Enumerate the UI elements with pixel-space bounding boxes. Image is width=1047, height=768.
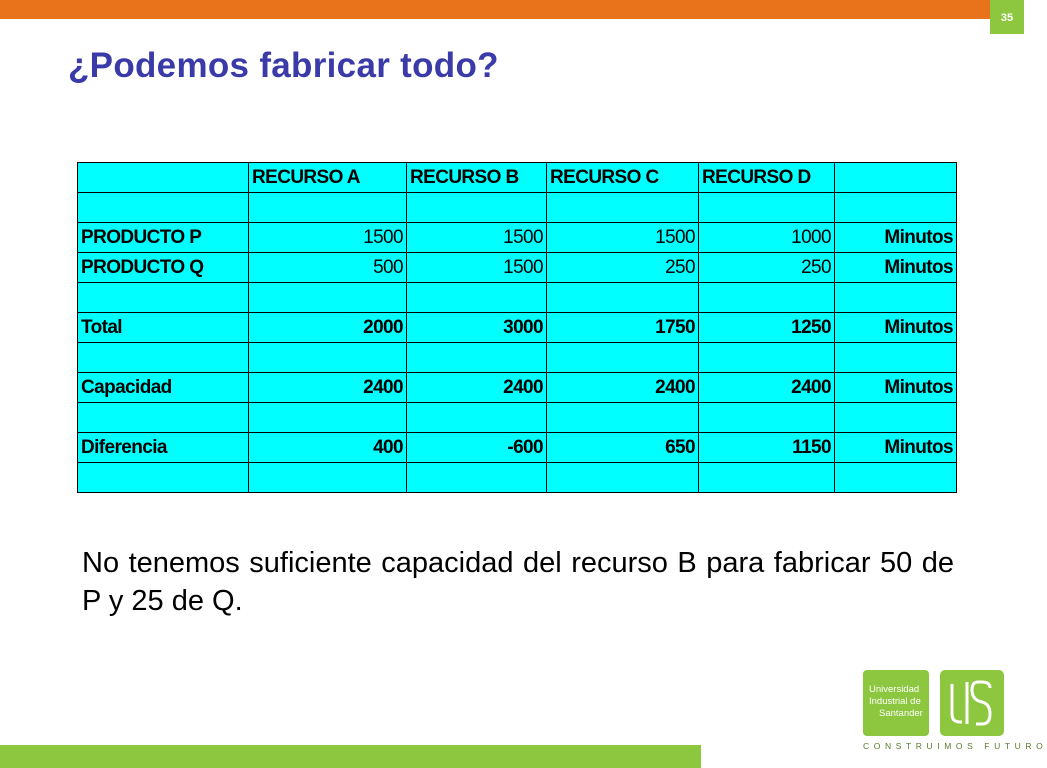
table-cell: 1000	[699, 223, 835, 253]
resource-table	[77, 162, 957, 493]
table-cell: 500	[249, 253, 407, 283]
table-cell: 650	[547, 433, 699, 463]
conclusion-text: No tenemos suficiente capacidad del recurso B para fabricar 50 de P y 25 de Q.	[82, 547, 954, 617]
table-cell: 1250	[699, 313, 835, 343]
table-cell	[699, 193, 835, 223]
row-label	[78, 463, 249, 493]
logo-tagline: CONSTRUIMOS FUTURO	[863, 741, 1047, 751]
table-row	[78, 463, 957, 493]
unit-cell	[835, 283, 957, 313]
table-cell: 2000	[249, 313, 407, 343]
unit-cell: Minutos	[835, 373, 957, 403]
table-cell: 2400	[407, 373, 547, 403]
table-cell: 1150	[699, 433, 835, 463]
university-logo-box	[863, 670, 929, 736]
header-recurso-a: RECURSO A	[249, 163, 407, 193]
table-cell: 250	[699, 253, 835, 283]
row-label	[78, 343, 249, 373]
table-cell	[547, 403, 699, 433]
table-cell	[407, 193, 547, 223]
header-recurso-b: RECURSO B	[407, 163, 547, 193]
table-cell	[249, 463, 407, 493]
table-row	[78, 403, 957, 433]
row-label	[78, 283, 249, 313]
logo-text-line: Santander	[879, 708, 923, 719]
table-cell	[407, 463, 547, 493]
unit-cell: Minutos	[835, 313, 957, 343]
header-cell	[835, 163, 957, 193]
table-row	[78, 193, 957, 223]
table-header-row	[78, 163, 957, 193]
row-label: Diferencia	[78, 433, 249, 463]
logo-text-line: Industrial de	[869, 696, 921, 707]
table-cell	[249, 403, 407, 433]
table-cell: 1500	[249, 223, 407, 253]
unit-cell	[835, 193, 957, 223]
table-cell	[249, 343, 407, 373]
table-cell: 2400	[249, 373, 407, 403]
table-cell	[699, 283, 835, 313]
table-cell: 1750	[547, 313, 699, 343]
row-label: PRODUCTO Q	[78, 253, 249, 283]
unit-cell: Minutos	[835, 433, 957, 463]
row-label: Total	[78, 313, 249, 343]
unit-cell	[835, 403, 957, 433]
header-recurso-c: RECURSO C	[547, 163, 699, 193]
slide-title: ¿Podemos fabricar todo?	[68, 46, 499, 85]
table-row	[78, 313, 957, 343]
unit-cell: Minutos	[835, 223, 957, 253]
table-cell	[547, 193, 699, 223]
table-row	[78, 283, 957, 313]
table-row	[78, 373, 957, 403]
table-cell: 1500	[547, 223, 699, 253]
table-cell	[407, 283, 547, 313]
table-row	[78, 343, 957, 373]
header-cell	[78, 163, 249, 193]
table-row	[78, 223, 957, 253]
header-recurso-d: RECURSO D	[699, 163, 835, 193]
uis-monogram-icon	[940, 670, 1004, 736]
row-label: Capacidad	[78, 373, 249, 403]
table-cell-negative: -600	[407, 433, 547, 463]
row-label: PRODUCTO P	[78, 223, 249, 253]
table-cell	[699, 343, 835, 373]
bottom-accent-bar	[0, 745, 701, 768]
unit-cell	[835, 463, 957, 493]
table-cell: 2400	[699, 373, 835, 403]
table-cell	[699, 403, 835, 433]
table-cell	[547, 343, 699, 373]
table-row	[78, 253, 957, 283]
table-cell: 1500	[407, 253, 547, 283]
table-cell	[699, 463, 835, 493]
table-cell	[407, 403, 547, 433]
table-cell	[547, 463, 699, 493]
table-cell: 3000	[407, 313, 547, 343]
top-accent-bar	[0, 0, 990, 19]
table-cell: 400	[249, 433, 407, 463]
table-cell	[547, 283, 699, 313]
table-cell	[249, 193, 407, 223]
page-number: 35	[990, 0, 1024, 34]
table-row	[78, 433, 957, 463]
table-cell: 1500	[407, 223, 547, 253]
table-cell	[407, 343, 547, 373]
table-cell: 250	[547, 253, 699, 283]
row-label	[78, 193, 249, 223]
table-cell: 2400	[547, 373, 699, 403]
unit-cell: Minutos	[835, 253, 957, 283]
table-cell	[249, 283, 407, 313]
unit-cell	[835, 343, 957, 373]
logo-text-line: Universidad	[869, 684, 920, 695]
row-label	[78, 403, 249, 433]
